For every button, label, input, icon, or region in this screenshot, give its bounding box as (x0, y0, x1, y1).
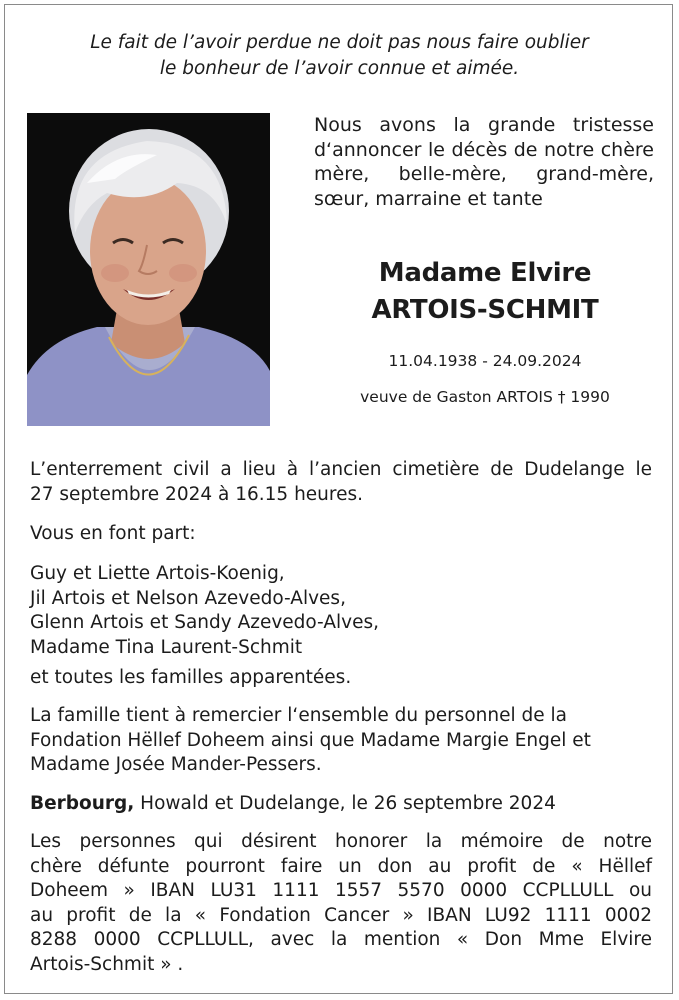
funeral-info (30, 458, 652, 507)
announcers-label: Vous en font part: (30, 523, 196, 544)
donation-line: au profit de la « Fondation Cancer » IBAN LU92 1111 0002 (30, 904, 652, 926)
announcement-intro (314, 113, 654, 211)
place-date-line (30, 792, 652, 817)
widow-note: veuve de Gaston ARTOIS † 1990 (360, 388, 610, 406)
announcer-item: Guy et Liette Artois-Koenig, (30, 563, 285, 584)
portrait-illustration (27, 113, 270, 426)
place-bold: Berbourg, (30, 793, 135, 814)
announcer-item: Madame Tina Laurent-Schmit (30, 636, 303, 658)
intro-line: Nous avons la grande tristesse (314, 114, 654, 136)
thanks-paragraph (30, 704, 652, 778)
donation-line: Les personnes qui désirent honorer la mémoire de notre (30, 831, 652, 852)
donation-line: chère défunte pourront faire un don au profit de « Hëllef (30, 855, 652, 877)
intro-line: mère, belle-mère, grand-mère, (314, 163, 654, 185)
deceased-name-line: Madame Elvire (378, 258, 592, 288)
epigraph-line: le bonheur de l’avoir connue et aimée. (159, 58, 520, 79)
place-rest: Howald et Dudelange, le 26 septembre 2024 (134, 793, 556, 814)
deceased-name (300, 255, 670, 329)
epigraph (30, 30, 649, 82)
families-line: et toutes les familles apparentées. (30, 667, 352, 688)
donation-line: 8288 0000 CCPLLULL, avec la mention « Don Mme Elvire (30, 929, 652, 950)
thanks-line: Madame Josée Mander-Pessers. (30, 754, 322, 775)
funeral-line: 27 septembre 2024 à 16.15 heures. (30, 483, 363, 505)
donation-line: Doheem » IBAN LU31 1111 1557 5570 0000 CCPLLULL ou (30, 880, 652, 901)
life-dates: 11.04.1938 - 24.09.2024 (388, 352, 582, 370)
intro-line: d‘annoncer le décès de notre chère (314, 138, 654, 161)
deceased-name-line: ARTOIS-SCHMIT (371, 295, 599, 325)
thanks-line: Fondation Hëllef Doheem ainsi que Madame Margie Engel et (30, 729, 591, 751)
announcers-list (30, 562, 652, 660)
donation-line: Artois-Schmit » . (30, 953, 184, 975)
funeral-line: L’enterrement civil a lieu à l’ancien cimetière de Dudelange le (30, 459, 652, 480)
intro-line: sœur, marraine et tante (314, 187, 543, 210)
portrait-photo (27, 113, 270, 426)
announcer-item: Jil Artois et Nelson Azevedo-Alves, (30, 587, 346, 609)
thanks-line: La famille tient à remercier l‘ensemble du personnel de la (30, 705, 567, 726)
donation-paragraph (30, 830, 652, 977)
epigraph-line: Le fait de l’avoir perdue ne doit pas nous faire oublier (90, 32, 589, 53)
announcer-item: Glenn Artois et Sandy Azevedo-Alves, (30, 612, 379, 633)
